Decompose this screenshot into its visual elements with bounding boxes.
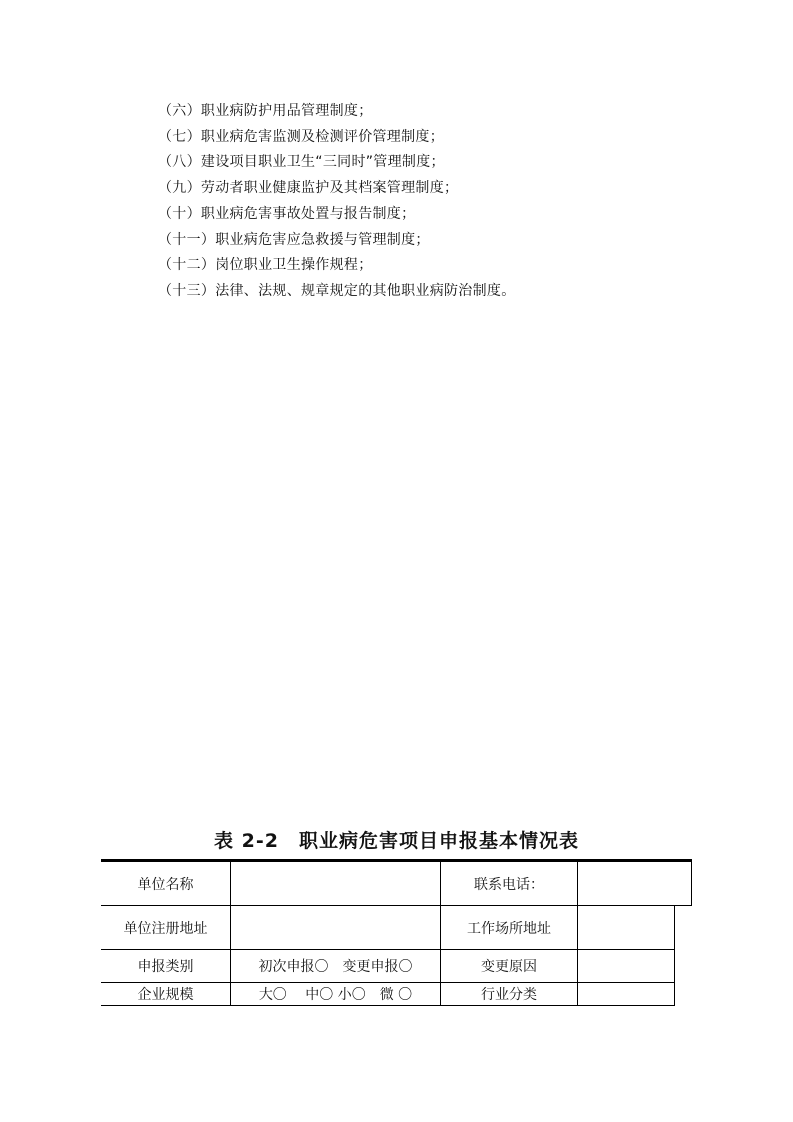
table-label-cell: 单位名称 bbox=[101, 862, 230, 906]
list-item: （十三）法律、法规、规章规定的其他职业病防治制度。 bbox=[158, 282, 516, 299]
list-item: （九）劳动者职业健康监护及其档案管理制度； bbox=[158, 180, 459, 197]
list-item: （六）职业病防护用品管理制度； bbox=[158, 103, 373, 119]
table-value-cell[interactable] bbox=[230, 906, 440, 950]
table-value-cell[interactable]: 初次申报〇 变更申报〇 bbox=[230, 950, 440, 983]
table-value-cell[interactable] bbox=[577, 862, 692, 906]
table-label-cell: 行业分类 bbox=[440, 983, 577, 1006]
table-title: 表 2-2 职业病危害项目申报基本情况表 bbox=[214, 830, 579, 852]
table-label-cell: 申报类别 bbox=[101, 950, 230, 983]
list-item: （八）建设项目职业卫生“三同时”管理制度； bbox=[158, 154, 445, 171]
table-label-cell: 联系电话： bbox=[440, 862, 577, 906]
table-value-cell[interactable] bbox=[577, 983, 675, 1006]
list-item: （七）职业病危害监测及检测评价管理制度； bbox=[158, 128, 444, 145]
table-label-cell: 变更原因 bbox=[440, 950, 577, 983]
table-value-cell[interactable]: 大〇 中〇 小〇 微 〇 bbox=[230, 983, 440, 1006]
list-item: （十一）职业病危害应急救援与管理制度； bbox=[158, 231, 430, 248]
table-label-cell: 工作场所地址 bbox=[440, 906, 577, 950]
list-item: （十二）岗位职业卫生操作规程； bbox=[158, 257, 373, 274]
table-value-cell[interactable] bbox=[577, 906, 675, 950]
list-item: （十）职业病危害事故处置与报告制度； bbox=[158, 205, 416, 222]
table-value-cell[interactable] bbox=[230, 862, 440, 906]
table-label-cell: 企业规模 bbox=[101, 983, 230, 1006]
table-label-cell: 单位注册地址 bbox=[101, 906, 230, 950]
table-value-cell[interactable] bbox=[577, 950, 675, 983]
